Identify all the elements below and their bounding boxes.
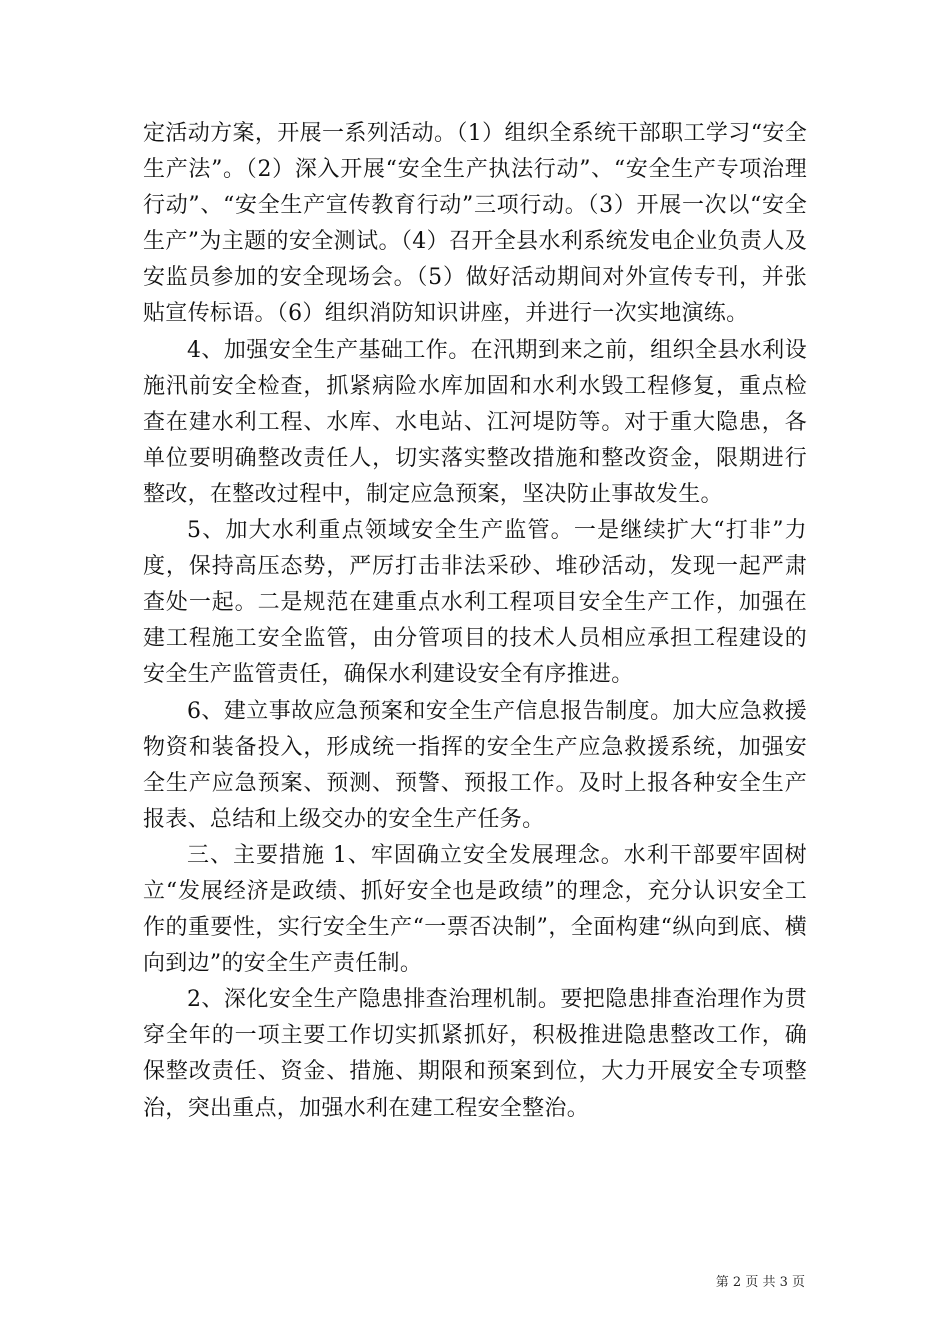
paragraph-key-area-supervision: 5、加大水利重点领域安全生产监管。一是继续扩大“打非”力度，保持高压态势，严厉打击非法采砂、堆砂活动，发现一起严肃查处一起。二是规范在建重点水利工程项目安全生产工作，加强在建工程施工安全监管，由分管项目的技术人员相应承担工程建设的安全生产监管责任，确保水利建设安全有序推进。 [143, 518, 807, 688]
paragraph-safety-foundation: 4、加强安全生产基础工作。在汛期到来之前，组织全县水利设施汛前安全检查，抓紧病险水库加固和水利水毁工程修复，重点检查在建水利工程、水库、水电站、江河堤防等。对于重大隐患，各单位要明确整改责任人，切实落实整改措施和整改资金，限期进行整改，在整改过程中，制定应急预案，坚决防止事故发生。 [143, 337, 807, 507]
paragraph-activity-plan: 定活动方案，开展一系列活动。（1）组织全系统干部职工学习“安全生产法”。（2）深入开展“安全生产执法行动”、“安全生产专项治理行动”、“安全生产宣传教育行动”三项行动。（3）开展一次以“安全生产”为主题的安全测试。（4）召开全县水利系统发电企业负责人及安监员参加的安全现场会。（5）做好活动期间对外宣传专刊，并张贴宣传标语。（6）组织消防知识讲座，并进行一次实地演练。 [143, 121, 807, 327]
page-number-footer: 第 2 页 共 3 页 [715, 1275, 805, 1290]
paragraph-hazard-investigation: 2、深化安全生产隐患排查治理机制。要把隐患排查治理作为贯穿全年的一项主要工作切实抓紧抓好，积极推进隐患整改工作，确保整改责任、资金、措施、期限和预案到位，大力开展安全专项整治，突出重点，加强水利在建工程安全整治。 [143, 987, 807, 1121]
paragraph-main-measures: 三、主要措施 1、牢固确立安全发展理念。水利干部要牢固树立“发展经济是政绩、抓好安全也是政绩”的理念，充分认识安全工作的重要性，实行安全生产“一票否决制”，全面构建“纵向到底、横向到边”的安全生产责任制。 [143, 842, 807, 977]
document-body [143, 116, 807, 1127]
paragraph-emergency-plan: 6、建立事故应急预案和安全生产信息报告制度。加大应急救援物资和装备投入，形成统一指挥的安全生产应急救援系统，加强安全生产应急预案、预测、预警、预报工作。及时上报各种安全生产报表、总结和上级交办的安全生产任务。 [143, 698, 807, 832]
